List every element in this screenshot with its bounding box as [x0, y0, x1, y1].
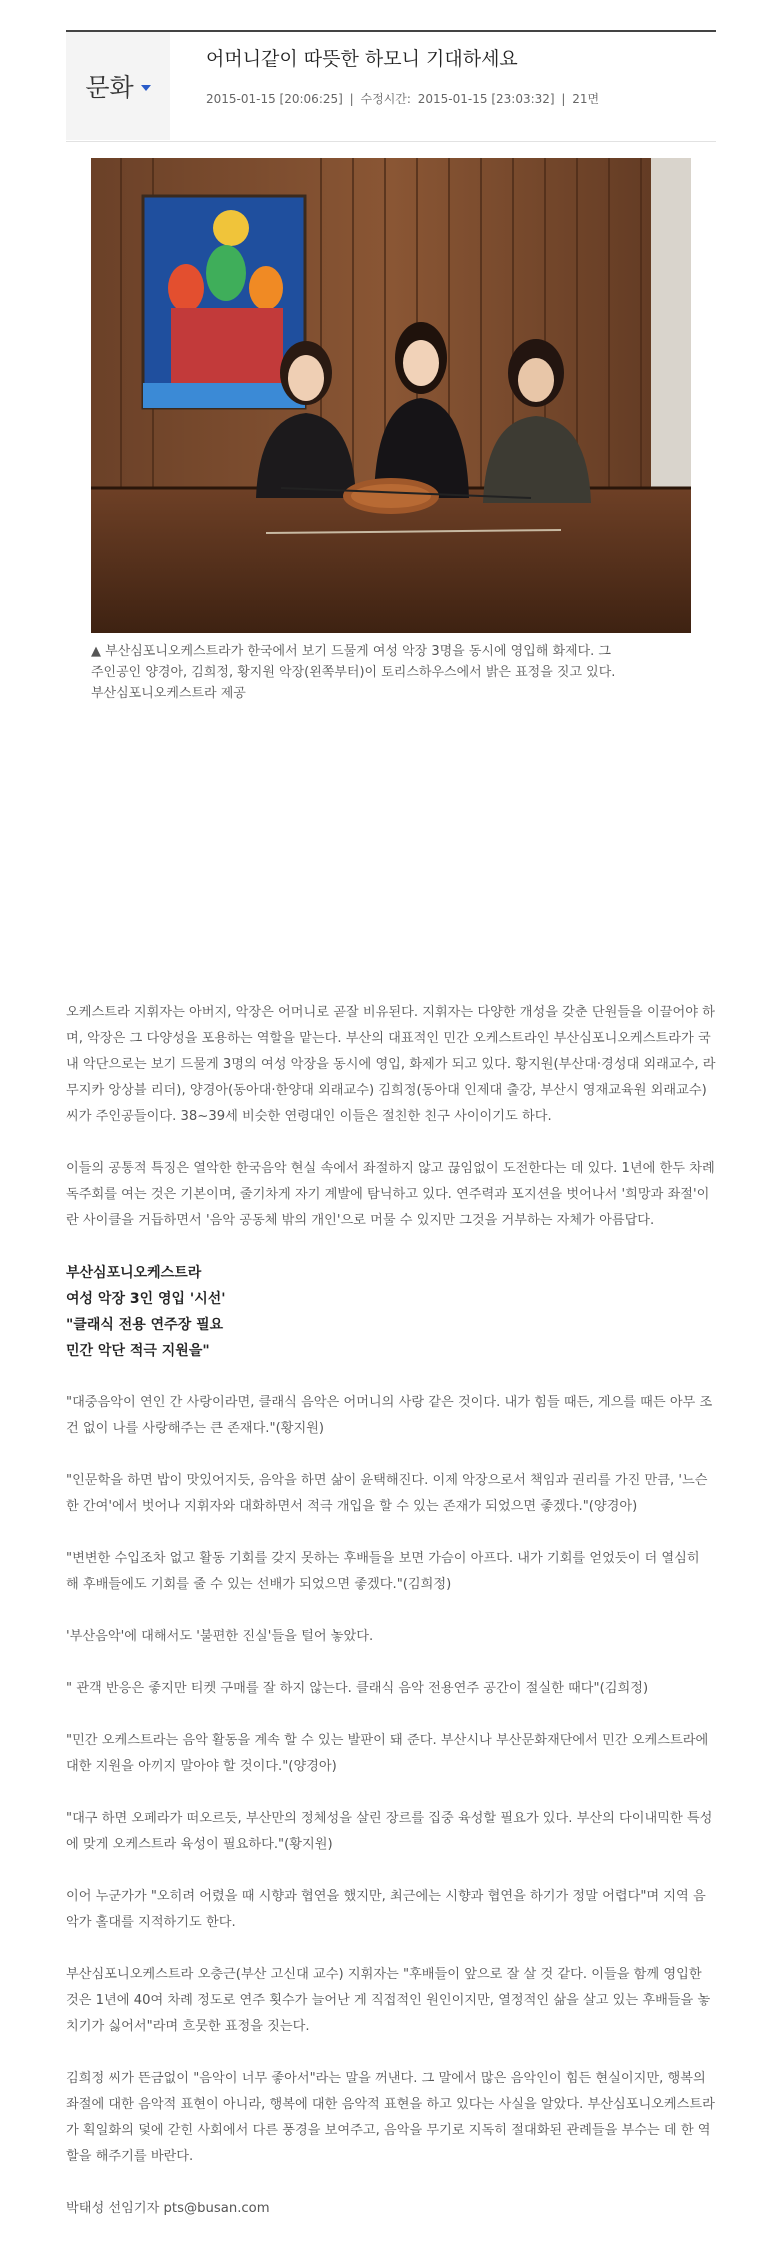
caret-down-icon: [141, 85, 151, 91]
article-header: [66, 32, 716, 142]
article-meta: [206, 90, 602, 107]
caption-line: 주인공인 양경아, 김희정, 황지원 악장(왼쪽부터)이 토리스하우스에서 밝은 표정을 짓고 있다.: [91, 665, 616, 680]
quote-paragraph: "인문학을 하면 밥이 맛있어지듯, 음악을 하면 삶이 윤택해진다. 이제 악장으로서 책임과 권리를 가진 만큼, '느슨한 간여'에서 벗어나 지휘자와 대화하면서 적극 개입을 할 수 있는 존재가 되었으면 좋겠다."(양경아): [66, 1473, 708, 1514]
quote-paragraph: "민간 오케스트라는 음악 활동을 계속 할 수 있는 발판이 돼 준다. 부산시나 부산문화재단에서 민간 오케스트라에 대한 지원을 아끼지 말아야 할 것이다."(양경아): [66, 1733, 709, 1774]
byline: 박태성 선임기자 pts@busan.com: [66, 2201, 270, 2216]
updated-label: 수정시간:: [360, 92, 411, 106]
meta-divider: |: [561, 92, 566, 106]
paragraph: 이어 누군가가 "오히려 어렸을 때 시향과 협연을 했지만, 최근에는 시향과 협연을 하기가 정말 어렵다"며 지역 음악가 홀대를 지적하기도 한다.: [66, 1889, 706, 1930]
paragraph: '부산음악'에 대해서도 '불편한 진실'들을 털어 놓았다.: [66, 1629, 374, 1644]
quote-paragraph: " 관객 반응은 좋지만 티켓 구매를 잘 하지 않는다. 클래식 음악 전용연주 공간이 절실한 때다"(김희정): [66, 1681, 649, 1696]
article-photo: [91, 158, 691, 633]
quote-paragraph: "대중음악이 연인 간 사랑이라면, 클래식 음악은 어머니의 사랑 같은 것이다. 내가 힘들 때든, 게으를 때든 아무 조건 없이 나를 사랑해주는 큰 존재다."(황지원): [66, 1395, 713, 1436]
meta-divider: |: [349, 92, 354, 106]
photo-illustration: [91, 158, 691, 633]
photo-caption: [91, 641, 691, 704]
caption-line: 부산심포니오케스트라 제공: [91, 686, 246, 701]
page-number: 21면: [572, 92, 600, 106]
section-selector[interactable]: [66, 32, 170, 140]
subheading-line: "클래식 전용 연주장 필요: [66, 1317, 224, 1333]
section-label: 문화: [85, 73, 134, 102]
paragraph: 오케스트라 지휘자는 아버지, 악장은 어머니로 곧잘 비유된다. 지휘자는 다양한 개성을 갖춘 단원들을 이끌어야 하며, 악장은 그 다양성을 포용하는 역할을 맡는다. 부산의 대표적인 민간 오케스트라인 부산심포니오케스트라가 국내 악단으로는 보기 드물게 3명의 여성 악장을 동시에 영입, 화제가 되고 있다. 황지원(부산대·경성대 외래교수, 라 무지카 앙상블 리더), 양경아(동아대·한양대 외래교수) 김희정(동아대 인제대 출강, 부산시 영재교육원 외래교수) 씨가 주인공들이다. 38~39세 비슷한 연령대인 이들은 절친한 친구 사이이기도 하다.: [66, 1005, 716, 1124]
paragraph: 김희정 씨가 뜬금없이 "음악이 너무 좋아서"라는 말을 꺼낸다. 그 말에서 많은 음악인이 힘든 현실이지만, 행복의 좌절에 대한 음악적 표현이 아니라, 행복에 대한 음악적 표현을 하고 있다는 사실을 알았다. 부산심포니오케스트라가 획일화의 덫에 갇힌 사회에서 다른 풍경을 보여주고, 음악을 무기로 지독히 절대화된 관례들을 부수는 데 한 역할을 해주기를 바란다.: [66, 2071, 715, 2164]
paragraph: 부산심포니오케스트라 오충근(부산 고신대 교수) 지휘자는 "후배들이 앞으로 잘 살 것 같다. 이들을 함께 영입한 것은 1년에 40여 차례 정도로 연주 횟수가 늘어난 게 직접적인 원인이지만, 열정적인 삶을 살고 있는 후배들을 놓치기가 싫어서"라며 흐뭇한 표정을 짓는다.: [66, 1967, 711, 2034]
caption-line: ▲ 부산심포니오케스트라가 한국에서 보기 드물게 여성 악장 3명을 동시에 영입해 화제다. 그: [91, 644, 611, 659]
subheading-line: 민간 악단 적극 지원을": [66, 1343, 210, 1359]
quote-paragraph: "대구 하면 오페라가 떠오르듯, 부산만의 정체성을 살린 장르를 집중 육성할 필요가 있다. 부산의 다이내믹한 특성에 맞게 오케스트라 육성이 필요하다."(황지원): [66, 1811, 713, 1852]
subheading-line: 부산심포니오케스트라: [66, 1265, 202, 1281]
subheading-line: 여성 악장 3인 영입 '시선': [66, 1291, 226, 1307]
published-time: 2015-01-15 [20:06:25]: [206, 92, 343, 106]
updated-time: 2015-01-15 [23:03:32]: [417, 92, 555, 106]
subheading-block: [66, 1260, 716, 1364]
quote-paragraph: "변변한 수입조차 없고 활동 기회를 갖지 못하는 후배들을 보면 가슴이 아프다. 내가 기회를 얻었듯이 더 열심히 해 후배들에도 기회를 줄 수 있는 선배가 되었으면 좋겠다."(김희정): [66, 1551, 700, 1592]
paragraph: 이들의 공통적 특징은 열악한 한국음악 현실 속에서 좌절하지 않고 끊임없이 도전한다는 데 있다. 1년에 한두 차례 독주회를 여는 것은 기본이며, 줄기차게 자기 계발에 탐닉하고 있다. 연주력과 포지션을 벗어나서 '희망과 좌절'이란 사이클을 거듭하면서 '음악 공동체 밖의 개인'으로 머물 수 있지만 그것을 거부하는 자체가 아름답다.: [66, 1161, 715, 1228]
article-headline: 어머니같이 따뜻한 하모니 기대하세요: [206, 48, 518, 70]
article-body: [66, 1000, 716, 2222]
